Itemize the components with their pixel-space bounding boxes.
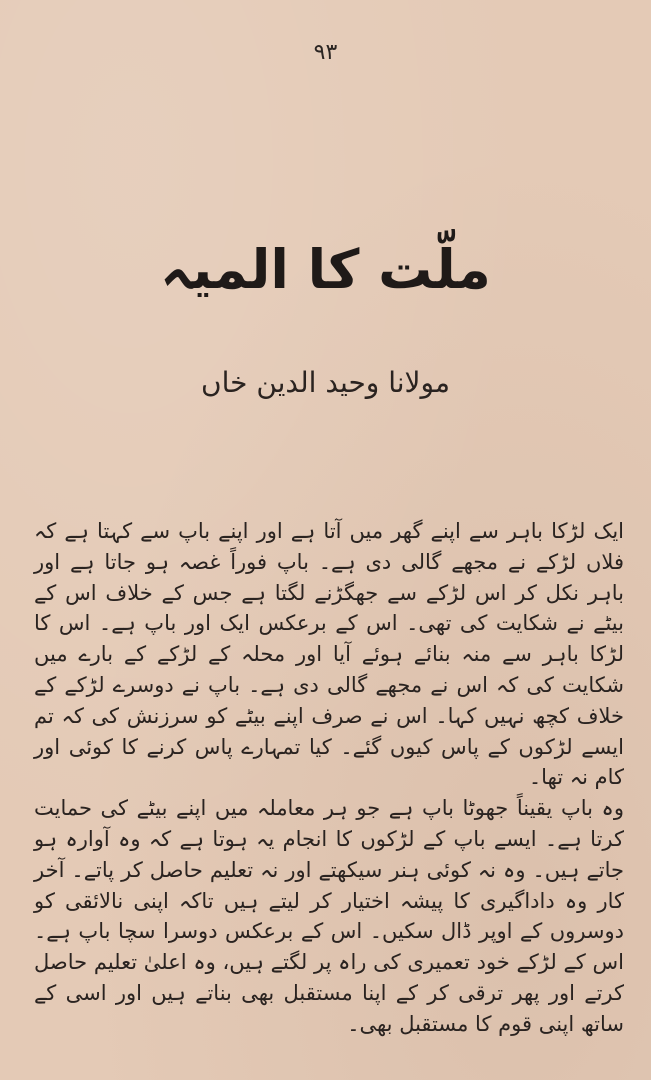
article-body	[34, 516, 624, 1040]
paragraph-2: وہ باپ یقیناً جھوٹا باپ ہے جو ہر معاملہ میں اپنے بیٹے کی حمایت کرتا ہے۔ ایسے باپ کے لڑکوں کا انجام یہ ہوتا ہے کہ وہ آوارہ ہو جاتے ہیں۔ وہ نہ کوئی ہنر سیکھتے اور نہ تعلیم حاصل کر پاتے۔ آخر کار وہ داداگیری کا پیشہ اختیار کر لیتے ہیں تاکہ اپنی نالائقی کو دوسروں کے اوپر ڈال سکیں۔ اس کے برعکس دوسرا سچا باپ ہے۔ اس کے لڑکے خود تعمیری کی راہ پر لگتے ہیں، وہ اعلیٰ تعلیم حاصل کرتے اور پھر ترقی کر کے اپنا مستقبل بھی بناتے ہیں اور اسی کے ساتھ اپنی قوم کا مستقبل بھی۔	[34, 796, 624, 1036]
paragraph-1: ایک لڑکا باہر سے اپنے گھر میں آتا ہے اور اپنے باپ سے کہتا ہے کہ فلاں لڑکے نے مجھے گالی دی ہے۔ باپ فوراً غصہ ہو جاتا ہے اور باہر نکل کر اس لڑکے سے جھگڑنے لگتا ہے جس کے خلاف اس کے بیٹے نے شکایت کی تھی۔ اس کے برعکس ایک اور باپ ہے۔ اس کا لڑکا باہر سے منہ بنائے ہوئے آیا اور محلہ کے لڑکے کے بارے میں شکایت کی کہ اس نے مجھے گالی دی ہے۔ باپ نے دوسرے لڑکے کے خلاف کچھ نہیں کہا۔ اس نے صرف اپنے بیٹے کو سرزنش کی کہ تم ایسے لڑکوں کے پاس کیوں گئے۔ کیا تمہارے پاس کرنے کا کوئی اور کام نہ تھا۔	[34, 519, 624, 790]
page-number: ۹۳	[313, 40, 338, 65]
article-title: ملّت کا المیہ	[160, 238, 491, 301]
author-name: مولانا وحید الدین خاں	[201, 366, 450, 399]
